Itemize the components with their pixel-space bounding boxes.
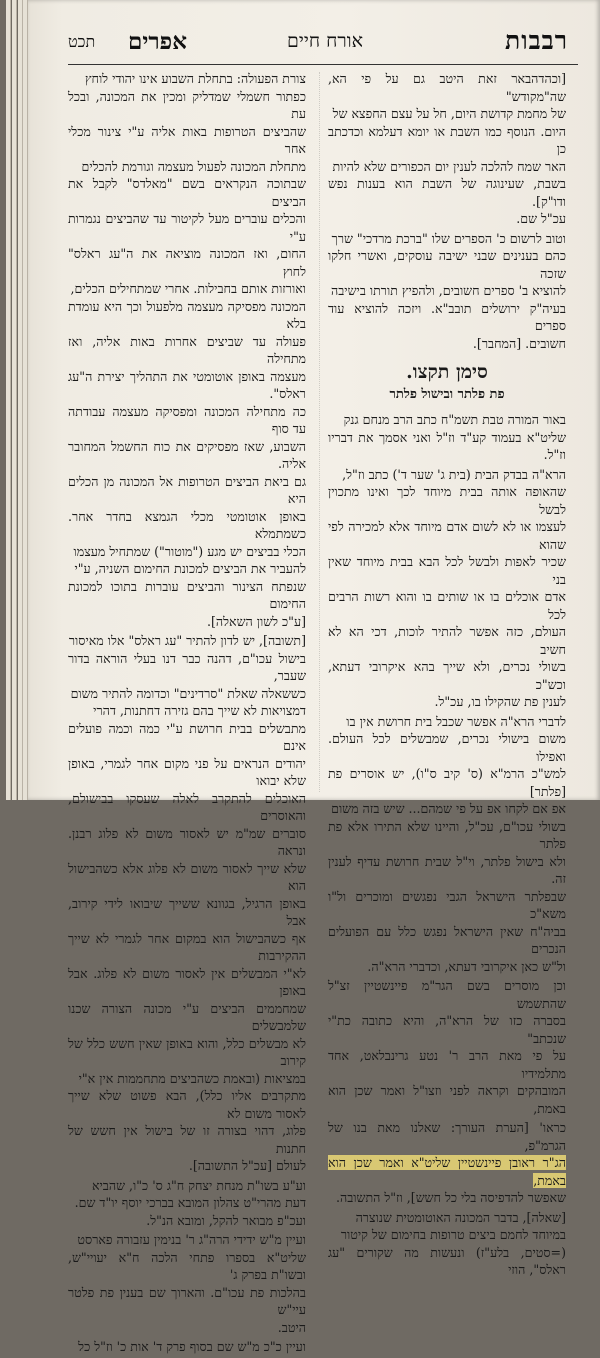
column-gutter xyxy=(319,72,320,792)
paragraph: וכן מוסרים בשם הגר"מ פיינשטיין זצ"ל שהתשמש בסברה כזו של הרא"ה, והיא כתובה כת"י שנכתב" על פי מאת הרב ר' נטע גרינבלאט, אחד מתלמידיו המובהקים וקראה לפני וזצו"ל ואמר שכן הוא באמת, xyxy=(328,978,566,1116)
paragraph: [שאלה], בדבר המכונה האוטומטית שנוצרה במיוחד לחמם ביצים טרופות בחימום של קיטור (=סטים, בלע"ז) ונעשות מה שקורים "עג ראלס", הוזי xyxy=(328,1209,566,1277)
paragraph: לדברי הרא"ה אפשר שכבל בית חרושת אין בו משום בישולי נכרים, שמבשלים לכל העולם. ואפילו למש"כ הרמ"א (ס' קיב ס"ו), יש אוסרים פת [פלתר] אפ אם לקחו אפ על פי שמהם... שיש בזה משום בשולי עכו"ם, עכ"ל, והיינו שלא התירו אלא פת פלתר ולא בישול פלתר, וי"ל שבית חרושת עדיף לענין זה. שבפלתר הישראל הגבי נפגשים ומוכרים ול"ו משא"כ בביה"ח שאין הישראל נפגש כלל עם הפועלים הנכרים ול"ש כאן איקרובי דעתא, וכדברי הרא"ה. xyxy=(328,713,566,974)
paragraph xyxy=(328,1119,566,1207)
page xyxy=(28,0,600,1354)
right-column xyxy=(328,70,566,1281)
paragraph: וטוב לרשום כ' הספרים שלו "ברכת מרדכי" שרך כהם בענינים שבני ישיבה עוסקים, ואשרי חלקו שזכה להוציא ב' ספרים חשובים, ולהפיץ תורתו בישיבה בעיה"ק ירושלים תובב"א. ויזכה להוציא עוד ספרים חשובים. [המחבר]. xyxy=(328,230,566,351)
paragraph: ועיין כ"כ מ"ש שם בסוף פרק ד' אות כ' וז"ל כל xyxy=(78,1339,306,1354)
paragraph: ועיין מ"ש ידידי הרה"ג ר' בנימין עזבורה פארסט שליט"א בספרו פתחי הלכה ח"א יעויי"ש, ובשו"ת בפרק ג' בהלכות פת עכו"ם. והארוך שם בענין פת פלטר עיי"ש היטב. xyxy=(68,1232,306,1335)
section-name: אורח חיים xyxy=(287,30,363,52)
paragraph: [וכהדהבאר זאת היטב גם על פי הא, שה"מקודש" של מחמת קדושת היום, חל על עצם החפצא של היום. הנוסף כמו השבת או יומא דעלמא וכדכתב כן האר שמח להלכה לענין יום הכפורים שלא להיות בשבת, שעינוגה של השבת הוא בענות נפש ודו"ק]. עכ"ל שם. xyxy=(328,71,566,226)
editor-note: כראו' [הערת העורך: שאלנו מאת בנו של הגרמ"פ, הג"ר ראובן פיינשטיין שליט"א ואמר שכן הוא באמת, שאפשר להדפיסה בלי כל חשש], וז"ל התשובה. xyxy=(328,1120,566,1205)
left-column xyxy=(68,70,306,1358)
book-title: רבבות xyxy=(504,26,568,55)
paragraph: הרא"ה בבדק הבית (בית ג' שער ד') כתב וז"ל, שהאופה אותה בבית מיוחד לכך ואינו מתכוין לבשל לעצמו או לא לשום אדם מיוחד אלא למכירה לפי שהוא שכיר לאפות ולבשל לכל הבא בבית מיוחד שאין בני אדם אוכלים בו או שותים בו והוא רשות הרבים לכל העולם, כזה אפשר להתיר לוכות, דכי הא לא חשיב בשולי נכרים, ולא שייך בהא איקרובי דעתא, וכש"כ לענין פת שהקילו בו, עכ"ל. xyxy=(328,466,566,709)
page-edge xyxy=(12,0,17,800)
paragraph: צורת הפעולה: בתחלת השבוע אינו יהודי לוחץ כפתור חשמלי שמדליק ומכין את המכונה, ובכל עת שהביצים הטרופות באות אליה ע"י צינור מכלי אחר מתחלת המכונה לפעול מעצמה וגורמת להכלים שבתוכה הנקראים בשם "מאלדס" לקבל את הביצים והכלים עוברים מעל לקיטור עד שהביצים נגמרות ע"י החום, ואז המכונה מוציאה את ה"עג ראלס" לחוץ ואורזות אותם בחבילות. אחרי שמתחילים הכלים, המכונה מפסיקה מעצמה מלפעול וכך היא עומדת בלא פעולה עד שביצים אחרות באות אליה, ואז מתחילה מעצמה באופן אוטומטי את התהליך יצירת ה"עג ראלס". כה מתחילה המכונה ומפסיקה מעצמה עבודתה עד סוף השבוע, שאז מפסיקים את כוח החשמל המחובר אליה. גם ביאת הביצים הטרופות אל המכונה מן הכלים היא באופן אוטומטי מכלי הגמצא בחדר אחר. כשמתמלא הכלי בביצים יש מגע ("מוטור") שמתחיל מעצמו להעביר את הביצים למכונת החימום השניה, ע"י שנפתח הצינור והביצים עוברות בתוכו למכונת החימום [ע"כ לשון השאלה]. xyxy=(68,71,306,629)
page-number: תכט xyxy=(68,32,96,51)
running-header xyxy=(68,26,568,62)
highlighted-text: הג"ר ראובן פיינשטיין שליט"א ואמר שכן הוא באמת, xyxy=(328,1155,566,1188)
author-name: אפרים xyxy=(128,28,187,55)
header-rule xyxy=(68,64,578,65)
section-subtitle: פת פלתר ובישול פלתר xyxy=(389,386,505,402)
paragraph: [תשובה], יש לדון להתיר "עג ראלס" אלו מאיסור בישול עכו"ם, דהנה כבר דנו בעלי הוראה בדור שעבר, כששאלה שאלת "סרדינים" וכדומה להתיר משום דמצויאות לא שייך בהם גזירה דחתנות, דהרי מתבשלים בבית חרושת ע"י כמה וכמה פועלים אינם יהודים הנראים על פני מקום אחר לגמרי, באופן שלא יבואו האוכלים להתקרב לאלה שעסקו בבישולם, והאוסרים סוברים שמ"מ יש לאסור משום לא פלוג רבנן. ונראה שלא שייך לאסור משום לא פלוג אלא כשהבישול הוא באופן הרגיל, בגוונא ששייך שיבואו לידי קירוב, אבל אף כשהבישול הוא במקום אחר לגמרי לא שייך ההקירבות לא"י המבשלים אין לאסור משום לא פלוג. אבל באופן שמחממים הביצים ע"י מכונה הצורה שכנו שלמבשלים לא מבשלים כלל, והוא באופן שאין חשש כלל של קירוב במציאות (ובאמת כשהביצים מתחממות אין א"י מתקרבים אליו כלל), הבא פשוט שלא שייך לאסור משום לא פלוג, דהוי בצורה זו של בישול אין חשש של חתנות לעולם [עכ"ל התשובה]. xyxy=(68,633,306,1173)
paragraph: וע"ע בשו"ת מנחת יצחק ח"ג ס' כ"ו, שהביא דעת מהרי"ט צהלון המובא בברכי יוסף יו"ד שם. ועכ"פ מבואר להקל, ומובא הנ"ל. xyxy=(74,1177,306,1228)
section-title: סימן תקצו. xyxy=(406,361,488,383)
page-edge xyxy=(6,0,11,800)
paragraph: באור המורה טבת תשמ"ח כתב הרב מנחם גנק שליט"א בעמוד קע"ד וז"ל ואני אסמך את דבריו וז"ל. xyxy=(328,412,566,462)
